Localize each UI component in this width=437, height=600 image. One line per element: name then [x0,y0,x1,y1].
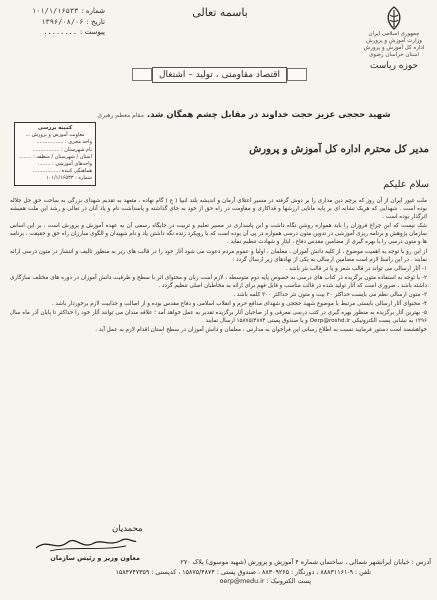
meta-label: تاریخ : [86,17,105,26]
org-line: جمهوری اسلامی ایران [368,31,420,37]
body-paragraph: ۱- آثار ارسالی می تواند در قالب شعر و یا در قالب نثر باشد . [285,265,427,272]
greeting: سلام علیکم [383,179,429,190]
meta-row-number [10,6,105,17]
letter-footer [10,558,431,587]
stamp-line: استان / شهرستان / منطقه : ........ [18,153,92,160]
ministry-emblem [359,5,429,71]
org-line: اداره کل آموزش و پرورش [363,45,425,51]
tagline-attribution: مقام معظم رهبری [97,112,144,119]
stamp-line: هماهنگی کننده ................. [33,168,92,175]
footer-email: پست الکترونیک : oerp@medu.ir [219,578,311,585]
signer-name: محمدیان [112,524,143,534]
body-paragraph: ۲- با توجه به استفاده متون برگزیده در کتاب های درسی به خصوص پایه دوم متوسطه ، لازم است زبان و محتوای اثر با سطح و ظرفیت دانش آموزان در دوره های مختلف سازگاری داشته باشد ، ضروری است که آثار تولید شده در قالب مناسب و قابل فهم برای ارائه به مخاطبان اصلی تنظیم گردد . [10,274,427,289]
stamp-line: نام شهرستان : ................. [32,146,92,153]
stamp-subheading: معاونت آموزش و پرورش ... [25,132,85,139]
meta-row-date [10,17,105,28]
meta-row-attachment [10,27,105,38]
slogan-ornament-right [287,68,307,81]
footer-address: آدرس : خیابان ایرانشهر شمالی ، ساختمان شماره ۴ آموزش و پرورش (شهید موسوی) پلاک ۲۷۰ [180,559,431,566]
emblem-icon [382,5,406,31]
body-paragraph: از این رو با توجه به اهمیت موضوع ، از کلیه دانش آموزان ، معلمان ، اولیا و عموم مردم دعوت می شود آثار خود را در قالب های زیر به منظور تالیف و انتشار در متون درسی ارائه نمایند . در این راستا لازم است مضامین ارسالی به یکی از نهادهای زیر ارسال گردد : [10,248,427,263]
stamp-line: واحد مجری : ................. [36,139,92,146]
stamp-line: شماره : ۱۰۱/۱/۱۶۵۳۳ [45,175,92,182]
body-paragraph: ۳- متون ارسالی نظم می بایست حداکثر ۲۰ بیت و متون نثر حداکثر ۳۰۰ کلمه باشد . [233,292,427,299]
signature-mark [30,534,140,554]
tagline-text: شهید حججی عزیز حجت خداوند در مقابل چشم همگان شد. [146,110,391,120]
signer-title: معاون وزیر و رئیس سازمان [50,554,140,562]
body-paragraph: شک نیست که این چراغ فروزان را باید همواره روشن نگاه داشت و این پاسداری در مسیر تعلیم و تربیت در جایگاه رسمی آن به عهده آموزش و پرورش است . بر این اساس سازمان پژوهش و برنامه ریزی آموزشی در تدوین متون درسی همواره در پی آن بوده است که با رویکرد زنده نگه داشتن یاد و نام شهیدان و الگوی مبارزان راه حق و حقیقت ، برنامه ها و متون درسی را با بهره گیری از مضامین مقدس دفاع ، ایثار و شهادت تنظیم نماید . [10,223,427,246]
stamp-heading: کمیته بررسی [37,125,73,131]
body-paragraph: ۴- محتوای آثار ارسالی بایستی مرتبط با موضوع شهید حججی و شهدای مدافع حرم و انقلاب اسلامی و دفاع مقدس بوده و از اصالت و جذابیت لازم برخوردار باشد . [51,301,427,308]
stamp-line: واحدهای آموزشی : ........ [37,161,92,168]
org-line: استان خراسان رضوی [369,52,419,58]
year-slogan: اقتصاد مقاومتی ، تولید – اشتغال [152,67,287,83]
body-paragraph: خواهشمند است دستور فرمایید نسبت به اطلاع رسانی این فراخوان به مدارس ، معلمان و دانش آموزان در سطح استان اقدام لازم به عمل آید . [95,327,427,334]
tagline [84,110,404,120]
meta-label: شماره : [81,7,105,15]
meta-value: ۱۰۱/۱/۱۶۵۳۳ [31,7,79,15]
bismillah: باسمه تعالی [192,6,248,19]
letter-meta [10,6,105,38]
meta-label: پیوست : [80,28,105,36]
letter-body [10,197,427,336]
receipt-stamp [14,122,96,186]
footer-phones: تلفن : ۹-۸۸۸۳۱۱۶۱ ، دورنگار : ۸۸۳۰۹۲۶۵ ، صندوق پستی : ۱۵۸۷۵/۴۸۷۴ ، کدپستی : ۱۵۸۴۷۴۷۳۵۹ [115,568,371,576]
body-paragraph: ۵- بهترین آثار برگزیده به منظور بهره گیری در کتب درسی معرفی و از صاحبان آثار برگزیده تقدیر به عمل خواهد آمد ؛ علاقه مندان می توانند آثار خود را حداکثر تا پایان آذر ماه سال ۱۳۹۶ به نشانی پست الکترونیکی Oerp@roshd.ir و یا صندوق پستی ۱۵۸۷۵/۴۸۷۴ ارسال نمایند . [10,310,427,325]
slogan-ornament-left [132,68,152,81]
meta-value: ........ [43,28,77,36]
org-line: وزارت آموزش و پرورش [366,38,422,44]
salutation: مدیر کل محترم اداره کل آموزش و پرورش [249,144,429,155]
department-name: حوزه ریاست [369,61,419,71]
meta-value: ۱۳۹۶/۰۸/۰۶ [41,17,84,26]
body-paragraph: ملت غیور ایران از آن روز که پرچم دین مداری را بر دوش گرفته در مسیر اعتلای آرمان و اندیشه بلند انبیا ( ع ) گام نهاده ، متعهد به تقدیم شهدای بزرگی به ساحت حق جل جلاله بوده است . شهدایی که هریک نشانه ای بر پایه مانایی ارزشها و فداکاری و مقاومت در راه حق از خود به جای گذاشته و پاسداشت نام و یاد آنان در تعالی و رشد این ملت همیشه اثرگذار بوده است . [10,198,427,221]
